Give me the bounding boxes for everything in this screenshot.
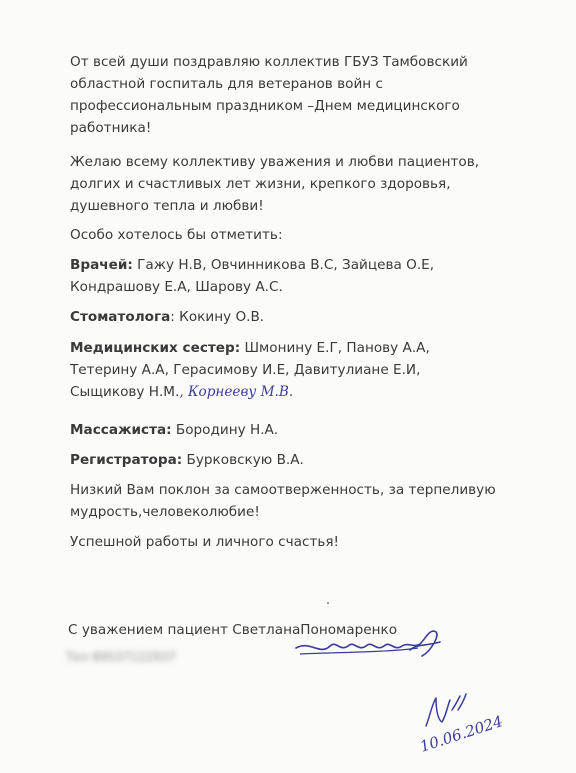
doctors-paragraph: [70, 254, 510, 298]
redacted-phone: Тел 89537122937: [66, 650, 177, 664]
annotation-date: 10.06.2024: [417, 712, 505, 756]
nurses-label: Медицинских сестер:: [70, 340, 241, 356]
nurses-paragraph: [70, 337, 510, 403]
dentist-paragraph: [70, 306, 510, 328]
registrar-paragraph: [70, 449, 510, 471]
registrar-names: Бурковскую В.А.: [182, 452, 304, 468]
dentist-label: Стоматолога: [70, 309, 171, 325]
intro-line: Особо хотелось бы отметить:: [70, 227, 283, 243]
handwritten-annotation: [418, 690, 508, 760]
wish-paragraph: Желаю всему коллективу уважения и любви пациентов, долгих и счастливых лет жизни, крепкого здоровья, душевного тепла и любви!: [70, 154, 480, 214]
greeting-paragraph: От всей души поздравляю коллектив ГБУЗ Тамбовский областной госпиталь для ветеранов войн с профессиональным праздником –Днем медицинского работника!: [70, 54, 468, 136]
handwritten-signature: [290, 622, 450, 662]
doctors-label: Врачей:: [70, 257, 133, 273]
thanks-paragraph: Низкий Вам поклон за самоотверженность, за терпеливую мудрость,человеколюбие!: [70, 482, 496, 520]
signature-line: С уважением пациент СветланаПономаренко: [68, 622, 398, 638]
masseur-names: Бородину Н.А.: [171, 422, 279, 438]
nurses-names: Шмонину Е.Г, Панову А.А, Тетерину А.А, Герасимову И.Е, Давитулиане Е.И, Сыщикову Н.М.: [70, 340, 430, 400]
masseur-label: Массажиста:: [70, 422, 172, 438]
registrar-label: Регистратора:: [70, 452, 183, 468]
success-paragraph: Успешной работы и личного счастья!: [70, 534, 340, 550]
masseur-paragraph: [70, 419, 510, 441]
doctors-names: Гажу Н.В, Овчинникова В.С, Зайцева О.Е, Кондрашову Е.А, Шарову А.С.: [70, 257, 435, 295]
speck: [327, 602, 329, 604]
dentist-names: : Кокину О.В.: [170, 309, 265, 325]
nurses-handwritten-addition: , Корнееву М.В.: [179, 384, 294, 400]
